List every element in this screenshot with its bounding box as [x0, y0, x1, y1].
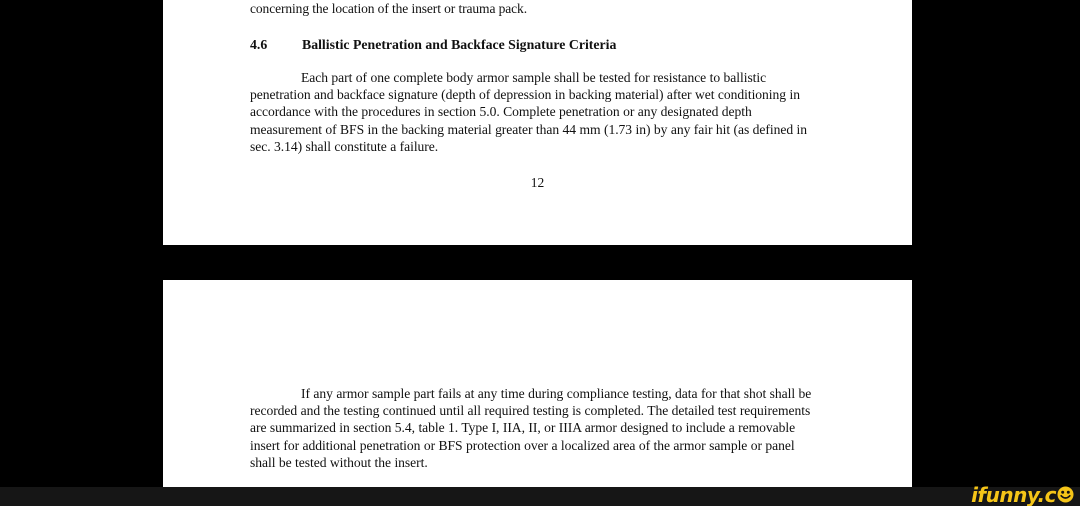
smiley-face-icon [1057, 486, 1074, 503]
section-title: Ballistic Penetration and Backface Signature Criteria [302, 37, 617, 52]
page-number-label: 12 [530, 175, 545, 190]
section-number: 4.6 [250, 37, 268, 52]
page-1-content [163, 0, 912, 245]
ifunny-watermark [971, 483, 1074, 506]
document-page-1 [163, 0, 912, 245]
section-heading-4-6 [250, 17, 815, 53]
bottom-strip [0, 482, 1080, 506]
page-1-cutoff-line: concerning the location of the insert or trauma pack. [250, 1, 527, 16]
page-1-paragraph: Each part of one complete body armor sample shall be tested for resistance to ballistic penetration and backface signature (depth of depression in backing material) after wet conditioning in accordance with the procedures in section 5.0. Complete penetration or any designated depth measurement of BFS in the backing material greater than 44 mm (1.73 in) by any fair hit (as defined in sec. 3.14) shall constitute a failure. [250, 70, 808, 154]
watermark-text: ifunny.c [971, 482, 1056, 506]
page-2-paragraph: If any armor sample part fails at any time during compliance testing, data for that shot shall be recorded and the testing continued until all required testing is completed. The detailed test requirements are summarized in section 5.4, table 1. Type I, IIA, II, or IIIA armor designed to include a removable insert for additional penetration or BFS protection over a localized area of the armor sample or panel shall be tested without the insert. [250, 386, 812, 470]
document-page-2 [163, 280, 912, 487]
page-2-content [163, 280, 912, 487]
